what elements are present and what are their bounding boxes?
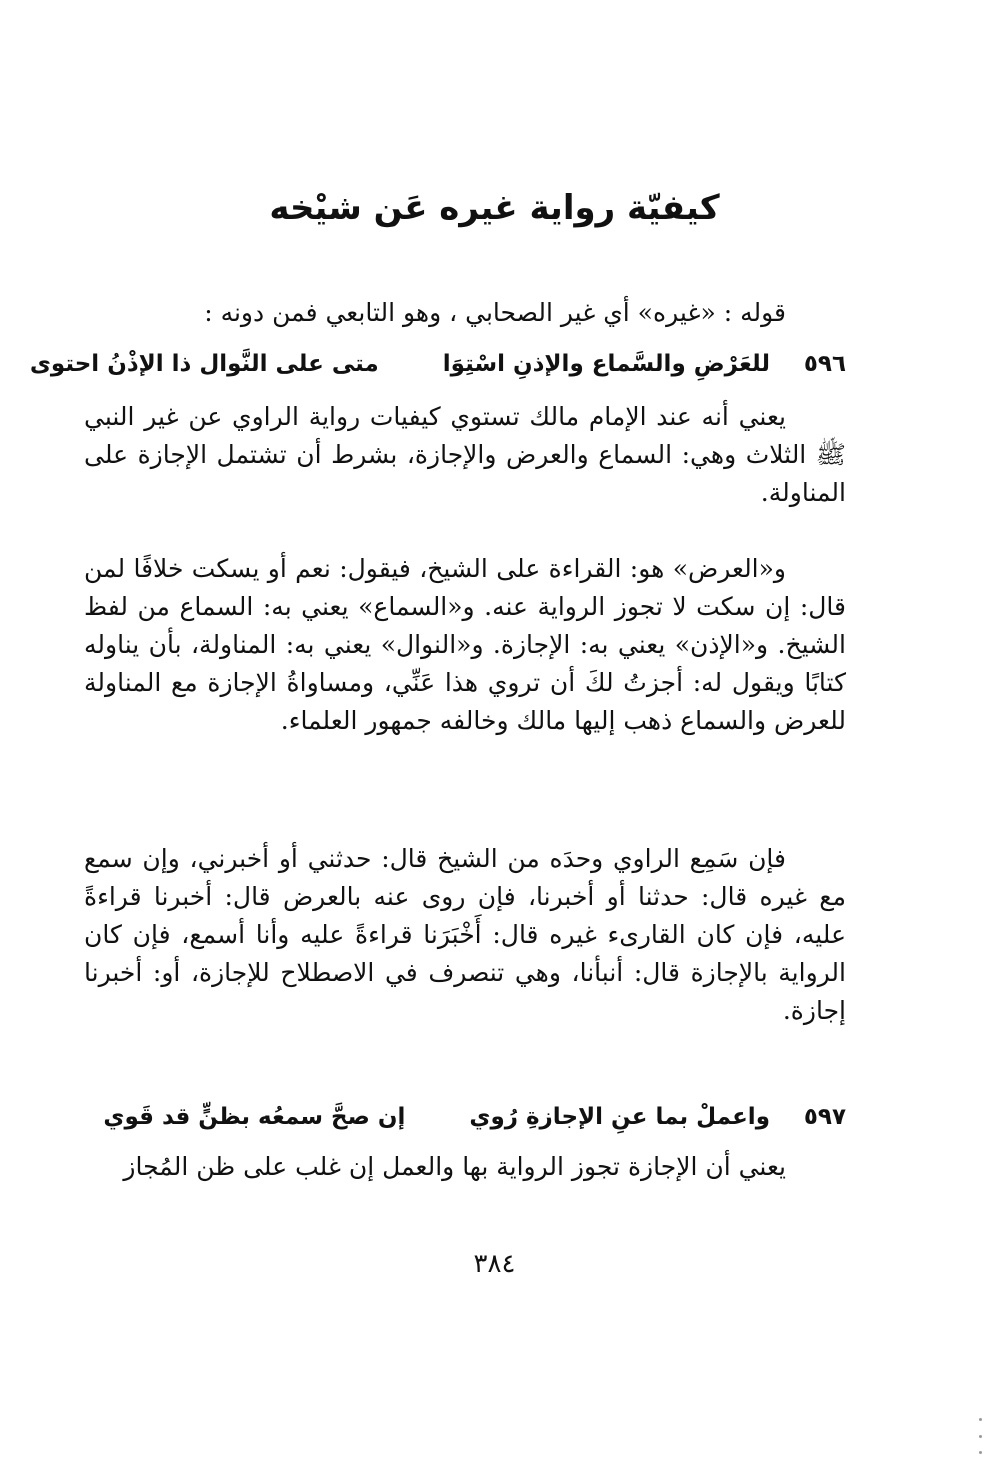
verse-second-hemistich: متى على النَّوال ذا الإذْنُ احتوى [29,351,379,377]
dot [979,1451,982,1454]
verse-number: ٥٩٦ [803,351,846,377]
scan-edge-dots [979,1418,983,1454]
commentary-paragraph: يعني أنه عند الإمام مالك تستوي كيفيات رواية الراوي عن غير النبي ﷺ الثلاث وهي: السماع والعرض والإجازة، بشرط أن تشتمل الإجازة على المناولة. [84,402,846,507]
verse-number: ٥٩٧ [803,1104,846,1130]
verse-596 [29,344,846,384]
verse-first-hemistich: للعَرْضِ والسَّماع والإذنِ اسْتِوَا [442,351,770,377]
section-title: كيفيّة رواية غيره عَن شيْخه [269,188,720,228]
verse-597 [84,1097,846,1137]
commentary-paragraph: و«العرض» هو: القراءة على الشيخ، فيقول: نعم أو يسكت خلافًا لمن قال: إن سكت لا تجوز الرواية عنه. و«السماع» يعني به: السماع من لفظ الشيخ. و«الإذن» يعني به: الإجازة. و«النوال» يعني به: المناولة، بأن يناوله كتابًا ويقول له: أجزتُ لكَ أن تروي هذا عَنِّي، ومساواةُ الإجازة مع المناولة للعرض والسماع ذهب إليها مالك وخالفه جمهور العلماء. [84,554,846,735]
commentary-paragraph: يعني أن الإجازة تجوز الرواية بها والعمل إن غلب على ظن المُجاز [123,1152,786,1181]
intro-line: قوله : «غيره» أي غير الصحابي ، وهو التابعي فمن دونه : [204,298,786,327]
commentary-paragraph: فإن سَمِع الراوي وحدَه من الشيخ قال: حدثني أو أخبرني، وإن سمع مع غيره قال: حدثنا أو أخبرنا، فإن روى عنه بالعرض قال: أخبرنا قراءةً عليه، فإن كان القارىء غيره قال: أَخْبَرَنا قراءةً عليه وأنا أسمع، فإن كان الرواية بالإجازة قال: أنبأنا، وهي تنصرف في الاصطلاح للإجازة، أو: أخبرنا إجازة. [84,844,846,1025]
dot [979,1435,982,1438]
dot [979,1418,982,1421]
page-number: ٣٨٤ [473,1249,516,1279]
verse-second-hemistich: إن صحَّ سمعُه بظنٍّ قد قَوي [103,1104,406,1130]
verse-first-hemistich: واعملْ بما عنِ الإجازةِ رُوي [469,1104,770,1130]
